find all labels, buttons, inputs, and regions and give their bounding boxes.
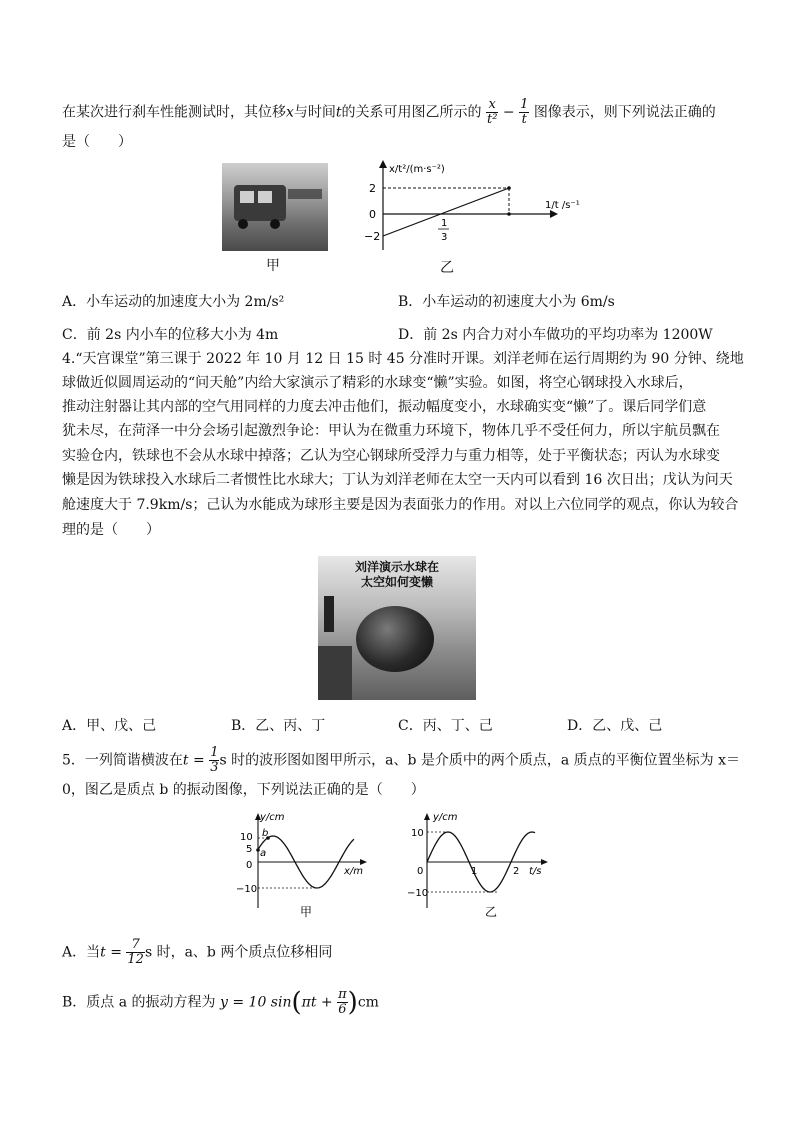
x-axis-arrow xyxy=(550,210,558,218)
q3-option-a[interactable]: A．小车运动的加速度大小为 2m/s² xyxy=(62,294,285,310)
t-equals: t = xyxy=(182,752,205,769)
frac-pi-over-6: $\frac{\pi}{6}$ xyxy=(338,987,347,1017)
q5-stem-text: s 时的波形图如图甲所示， xyxy=(219,752,386,769)
y-tick-10: 10 xyxy=(411,828,424,839)
q5-stem-line2: 0，图乙是质点 b 的振动图像，下列说法正确的是（ ） xyxy=(62,782,425,798)
q5-stem-text: a、b 是介质中的两个质点，a 质点的平衡位置坐标为 x＝ xyxy=(385,752,741,769)
y-tick-0: 0 xyxy=(417,866,424,877)
q3-option-b[interactable]: B．小车运动的初速度大小为 6m/s xyxy=(398,294,615,310)
x-tick-num: 1 xyxy=(441,218,448,229)
y-tick-neg10: −10 xyxy=(407,888,429,899)
q4-stem-line: 4.“天宫课堂”第三课于 2022 年 10 月 12 日 15 时 45 分准时开课。刘洋老师在运行周期约为 90 分钟、绕地 xyxy=(62,351,744,367)
y-axis-arrow xyxy=(379,160,387,168)
q5-stem-text: 5．一列简谐横波在 xyxy=(62,752,183,769)
q4-stem-line: 推动注射器让其内部的空气用同样的力度去冲击他们，振动幅度变小，水球确实变“懒”了。课后同学们意 xyxy=(62,399,707,415)
equation-inner: πt + xyxy=(301,994,333,1011)
q3-stem-line1 xyxy=(62,98,716,127)
background-equipment xyxy=(324,596,334,632)
x-tick-1: 1 xyxy=(471,866,478,877)
q4-stem-line: 懒是因为铁球投入水球后二者惯性比水球大；丁认为刘洋老师在太空一天内可以看到 16 次日出；戊认为问天 xyxy=(62,472,733,488)
q3-option-d[interactable]: D．前 2s 内合力对小车做功的平均功率为 1200W xyxy=(398,327,713,343)
wheel xyxy=(270,219,280,229)
option-a-text: A．当 xyxy=(62,944,101,961)
q4-stem-line: 舱速度大于 7.9km/s；己认为水能成为球形主要是因为表面张力的作用。对以上六位同学的观点，你认为较合 xyxy=(62,497,739,513)
var-t: t xyxy=(335,104,342,121)
photo-caption-line2: 太空如何变懒 xyxy=(360,575,433,589)
frac-1-over-t: $\frac{1}{t}$ xyxy=(520,97,529,127)
q3-stem-text: 与时间 xyxy=(293,104,336,121)
y-axis-label: x/t²/(m·s⁻²) xyxy=(389,164,445,175)
graph-vibration xyxy=(405,812,555,924)
q5-stem-line1 xyxy=(62,746,740,775)
wheel xyxy=(238,219,248,229)
fig-label-yi: 乙 xyxy=(440,260,454,276)
y-tick-0: 0 xyxy=(369,208,376,221)
q4-stem-line: 实验仓内，铁球也不会从水球中掉落；乙认为空心钢球所受浮力与重力相等，处于平衡状态；丙认为水球变 xyxy=(62,448,720,464)
y-tick-2: 2 xyxy=(369,182,376,195)
x-axis-arrow xyxy=(541,859,548,865)
y-axis-label: y/cm xyxy=(260,812,285,823)
fig-label-jia: 甲 xyxy=(266,258,280,274)
option-b-text: B．质点 a 的振动方程为 xyxy=(62,994,216,1011)
q4-stem-line: 犹未尽，在菏泽一中分会场引起激烈争论：甲认为在微重力环境下，物体几乎不受任何力，所以宇航员飘在 xyxy=(62,423,720,439)
graph-x-over-t2-vs-1-over-t xyxy=(355,158,585,258)
y-tick-0: 0 xyxy=(246,860,253,871)
background-car xyxy=(288,189,322,199)
x-axis-arrow xyxy=(360,859,367,865)
x-axis-label: 1/t /s⁻¹ xyxy=(545,200,580,211)
x-end-point xyxy=(507,212,511,216)
cart-window xyxy=(240,191,254,203)
q3-stem-text: 的关系可用图乙所示的 xyxy=(341,104,482,121)
photo-test-cart xyxy=(222,163,328,251)
q4-option-a[interactable]: A．甲、戊、己 xyxy=(62,718,157,734)
label-a: a xyxy=(260,848,267,859)
caption-yi: 乙 xyxy=(485,905,498,919)
equation-lhs: y = 10 sin xyxy=(220,994,292,1011)
water-ball xyxy=(356,606,434,672)
x-tick-den: 3 xyxy=(441,232,448,243)
x-axis-label: x/m xyxy=(344,866,364,877)
left-paren: ( xyxy=(291,987,302,1018)
y-tick-5: 5 xyxy=(246,844,253,855)
x-tick-2: 2 xyxy=(513,866,520,877)
q5-option-b[interactable] xyxy=(62,988,379,1017)
q3-stem-text: 在某次进行刹车性能测试时，其位移 xyxy=(62,104,286,121)
q3-stem-text: 图像表示，则下列说法正确的 xyxy=(533,104,716,121)
q5-option-a[interactable] xyxy=(62,938,332,967)
frac-x-over-t2: $\frac{x}{\text{t²}}$ xyxy=(487,97,498,127)
t-equals: t = xyxy=(100,944,122,961)
q4-stem-line: 球做近似圆周运动的“问天舱”内给大家演示了精彩的水球变“懒”实验。如图，将空心钢球投入水球后， xyxy=(62,375,693,391)
label-b: b xyxy=(262,828,269,839)
photo-caption-line1: 刘洋演示水球在 xyxy=(354,560,439,574)
y-tick-neg2: −2 xyxy=(364,230,381,243)
end-point xyxy=(507,186,511,190)
var-x: x xyxy=(286,104,294,121)
unit-cm: cm xyxy=(357,994,379,1011)
q3-option-c[interactable]: C．前 2s 内小车的位移大小为 4m xyxy=(62,327,279,343)
frac-1-over-3: $\frac{1}{3}$ xyxy=(210,745,219,775)
background-equipment xyxy=(318,646,352,700)
y-axis-arrow xyxy=(424,813,430,820)
q4-option-c[interactable]: C．丙、丁、己 xyxy=(398,718,493,734)
x-axis-label: t/s xyxy=(529,866,542,877)
y-tick-neg10: −10 xyxy=(236,884,258,895)
y-tick-10: 10 xyxy=(240,832,253,843)
caption-jia: 甲 xyxy=(300,905,313,919)
minus-sign: − xyxy=(502,104,515,121)
right-paren: ) xyxy=(347,987,358,1018)
photo-caption xyxy=(334,560,460,590)
q4-option-b[interactable]: B．乙、丙、丁 xyxy=(231,718,326,734)
frac-7-over-12: $\frac{7}{12}$ xyxy=(127,937,144,967)
cart-window xyxy=(258,191,272,203)
graph-wave-form xyxy=(236,812,376,924)
q4-option-d[interactable]: D．乙、戊、己 xyxy=(567,718,663,734)
q4-stem-line: 理的是（ ） xyxy=(62,522,160,538)
photo-water-ball-demo xyxy=(318,556,476,700)
y-axis-label: y/cm xyxy=(433,812,458,823)
q3-stem-line2: 是（ ） xyxy=(62,134,132,150)
option-a-text: s 时，a、b 两个质点位移相同 xyxy=(144,944,333,961)
